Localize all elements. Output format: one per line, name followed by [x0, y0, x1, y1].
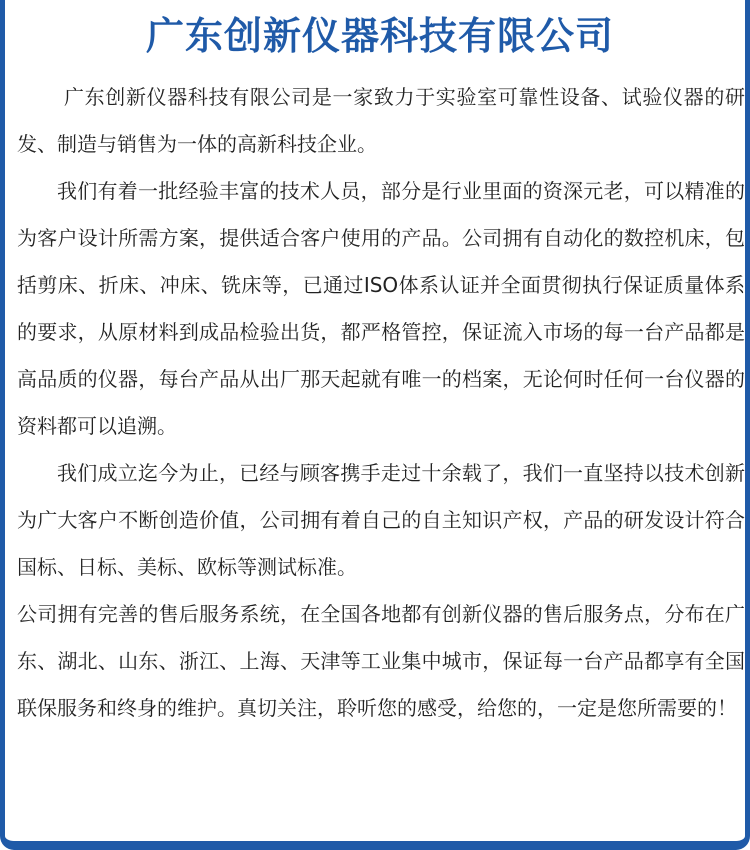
page-title: 广东创新仪器科技有限公司 — [145, 14, 614, 58]
paragraph-history: 我们成立迄今为止，已经与顾客携手走过十余载了，我们一直坚持以技术创新为广大客户不断创造价值，公司拥有着自己的自主知识产权，产品的研发设计符合国标、日标、美标、欧标等测试标准。 — [17, 461, 745, 579]
paragraph-team-quality: 我们有着一批经验丰富的技术人员，部分是行业里面的资深元老，可以精准的为客户设计所需方案，提供适合客户使用的产品。公司拥有自动化的数控机床，包括剪床、折床、冲床、铣床等，已通过ISO体系认证并全面贯彻执行保证质量体系的要求，从原材料到成品检验出货，都严格管控，保证流入市场的每一台产品都是高品质的仪器，每台产品从出厂那天起就有唯一的档案，无论何时任何一台仪器的资料都可以追溯。 — [17, 179, 745, 438]
paragraph-service: 公司拥有完善的售后服务系统，在全国各地都有创新仪器的售后服务点，分布在广东、湖北、山东、浙江、上海、天津等工业集中城市，保证每一台产品都享有全国联保服务和终身的维护。真切关注，聆听您的感受，给您的，一定是您所需要的！ — [17, 602, 745, 720]
company-intro — [17, 74, 745, 732]
paragraph-intro: 广东创新仪器科技有限公司是一家致力于实验室可靠性设备、试验仪器的研发、制造与销售为一体的高新科技企业。 — [17, 85, 745, 156]
